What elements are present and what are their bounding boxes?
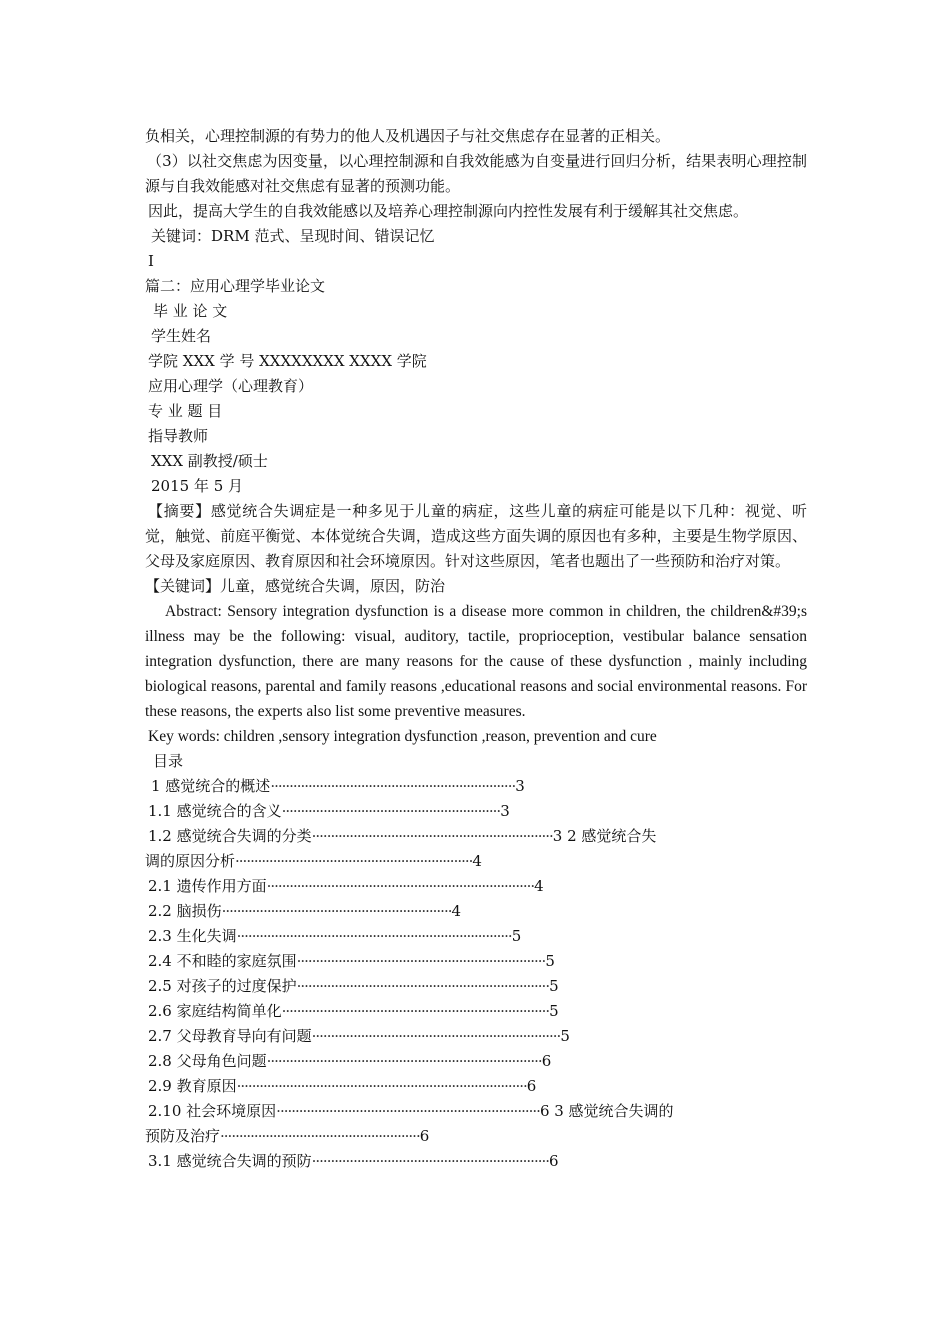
abstract-en: Abstract: Sensory integration dysfunction is a disease more common in children, the children&#39;s illness may be the following: visual, auditory, tactile, proprioception, vestibular balance sensation integration dysfunction, there are many reasons for the cause of these dysfunction , mainly including biological reasons, parental and family reasons ,educational reasons and social environmental reasons. For these reasons, the experts also list some preventive measures. <box>145 603 807 720</box>
date-line: 2015 年 5 月 <box>151 477 244 495</box>
toc-entry[interactable] <box>145 774 807 799</box>
toc-leader-dots: ······································································· <box>281 1002 550 1020</box>
toc-page-number: 5 <box>560 1027 570 1045</box>
toc-leader-dots: ············································································· <box>236 1077 527 1095</box>
toc-page-number: 3 2 感觉统合失 <box>552 827 657 845</box>
toc-entry-label: 2.8 父母角色问题 <box>148 1052 267 1070</box>
student-name-label: 学生姓名 <box>151 327 212 345</box>
toc-entry[interactable] <box>145 1024 807 1049</box>
page-marker: I <box>148 252 154 270</box>
keywords-en: Key words: children ,sensory integration dysfunction ,reason, prevention and cure <box>148 728 657 745</box>
toc-leader-dots: ······································································· <box>266 877 535 895</box>
toc-heading: 目录 <box>153 752 184 770</box>
toc-entry-label: 2.3 生化失调 <box>148 927 237 945</box>
section-heading: 篇二：应用心理学毕业论文 <box>145 277 326 295</box>
toc-entry[interactable] <box>145 824 807 849</box>
toc-page-number: 5 <box>511 927 522 945</box>
toc-entry[interactable] <box>145 874 807 899</box>
toc-entry[interactable] <box>145 849 807 874</box>
toc-entry[interactable] <box>145 924 807 949</box>
toc-page-number: 6 <box>541 1052 552 1070</box>
toc-entry-label: 2.4 不和睦的家庭氛围 <box>148 952 297 970</box>
advisor-line: XXX 副教授/硕士 <box>151 452 268 470</box>
toc-entry-label: 2.1 遗传作用方面 <box>148 877 267 895</box>
document-page <box>145 124 807 1174</box>
toc-page-number: 5 <box>549 977 559 995</box>
toc-page-number: 5 <box>545 952 555 970</box>
toc-entry-label: 2.9 教育原因 <box>148 1077 237 1095</box>
toc-entry-label: 2.5 对孩子的过度保护 <box>148 977 297 995</box>
toc-leader-dots: ··································································· <box>296 977 550 995</box>
text-line: 负相关，心理控制源的有势力的他人及机遇因子与社交焦虑存在显著的正相关。 <box>145 127 671 145</box>
major-line: 应用心理学（心理教育） <box>148 377 314 395</box>
toc-entry[interactable] <box>145 1149 807 1174</box>
topic-label: 专 业 题 目 <box>148 402 223 420</box>
toc-entry-label: 3.1 感觉统合失调的预防 <box>148 1152 312 1170</box>
toc-leader-dots: ·································································· <box>311 1027 561 1045</box>
toc-entry[interactable] <box>145 1099 807 1124</box>
college-line: 学院 XXX 学 号 XXXXXXXX XXXX 学院 <box>148 352 427 370</box>
toc-leader-dots: ····················································· <box>220 1127 420 1145</box>
advisor-label: 指导教师 <box>148 427 209 445</box>
toc-entry-label: 调的原因分析 <box>145 852 236 870</box>
toc-leader-dots: ································································· <box>270 777 516 795</box>
thesis-title: 毕 业 论 文 <box>153 302 228 320</box>
toc-leader-dots: ·························································· <box>281 802 501 820</box>
toc-entry[interactable] <box>145 949 807 974</box>
table-of-contents <box>145 774 807 1174</box>
toc-leader-dots: ······························································· <box>311 1152 550 1170</box>
toc-page-number: 6 3 感觉统合失调的 <box>539 1102 674 1120</box>
toc-leader-dots: ·································································· <box>296 952 546 970</box>
toc-entry[interactable] <box>145 1124 807 1149</box>
toc-page-number: 4 <box>451 902 462 920</box>
toc-leader-dots: ································································ <box>311 827 553 845</box>
toc-leader-dots: ········································································· <box>266 1052 542 1070</box>
toc-entry[interactable] <box>145 899 807 924</box>
toc-leader-dots: ····························································· <box>221 902 452 920</box>
toc-entry-label: 2.10 社会环境原因 <box>148 1102 277 1120</box>
toc-page-number: 6 <box>549 1152 559 1170</box>
toc-page-number: 5 <box>549 1002 559 1020</box>
toc-entry-label: 2.2 脑损伤 <box>148 902 222 920</box>
toc-entry-label: 预防及治疗 <box>145 1127 221 1145</box>
toc-page-number: 4 <box>472 852 482 870</box>
toc-entry-label: 2.6 家庭结构简单化 <box>148 1002 282 1020</box>
toc-entry[interactable] <box>145 974 807 999</box>
keywords-line: 关键词：DRM 范式、呈现时间、错误记忆 <box>151 227 435 245</box>
toc-page-number: 3 <box>500 802 510 820</box>
toc-page-number: 4 <box>534 877 544 895</box>
toc-leader-dots: ········································································· <box>236 927 512 945</box>
abstract-cn: 【摘要】感觉统合失调症是一种多见于儿童的病症，这些儿童的病症可能是以下几种：视觉、听觉，触觉、前庭平衡觉、本体觉统合失调，造成这些方面失调的原因也有多种，主要是生物学原因、父母及家庭原因、教育原因和社会环境原因。针对这些原因，笔者也题出了一些预防和治疗对策。 <box>145 502 807 570</box>
toc-entry[interactable] <box>145 999 807 1024</box>
text-line: 因此，提高大学生的自我效能感以及培养心理控制源向内控性发展有利于缓解其社交焦虑。 <box>148 202 749 220</box>
toc-entry-label: 2.7 父母教育导向有问题 <box>148 1027 312 1045</box>
toc-leader-dots: ······································································ <box>276 1102 540 1120</box>
toc-page-number: 6 <box>526 1077 537 1095</box>
toc-entry[interactable] <box>145 1049 807 1074</box>
toc-entry-label: 1 感觉统合的概述 <box>151 777 271 795</box>
paragraph: （3）以社交焦虑为因变量，以心理控制源和自我效能感为自变量进行回归分析，结果表明心理控制源与自我效能感对社交焦虑有显著的预测功能。 <box>145 152 807 195</box>
toc-entry-label: 1.2 感觉统合失调的分类 <box>148 827 312 845</box>
toc-entry[interactable] <box>145 1074 807 1099</box>
toc-page-number: 3 <box>515 777 525 795</box>
toc-entry-label: 1.1 感觉统合的含义 <box>148 802 282 820</box>
toc-entry[interactable] <box>145 799 807 824</box>
keywords-cn: 【关键词】儿童，感觉统合失调，原因，防治 <box>145 577 446 595</box>
toc-page-number: 6 <box>419 1127 430 1145</box>
toc-leader-dots: ······························································· <box>235 852 473 870</box>
